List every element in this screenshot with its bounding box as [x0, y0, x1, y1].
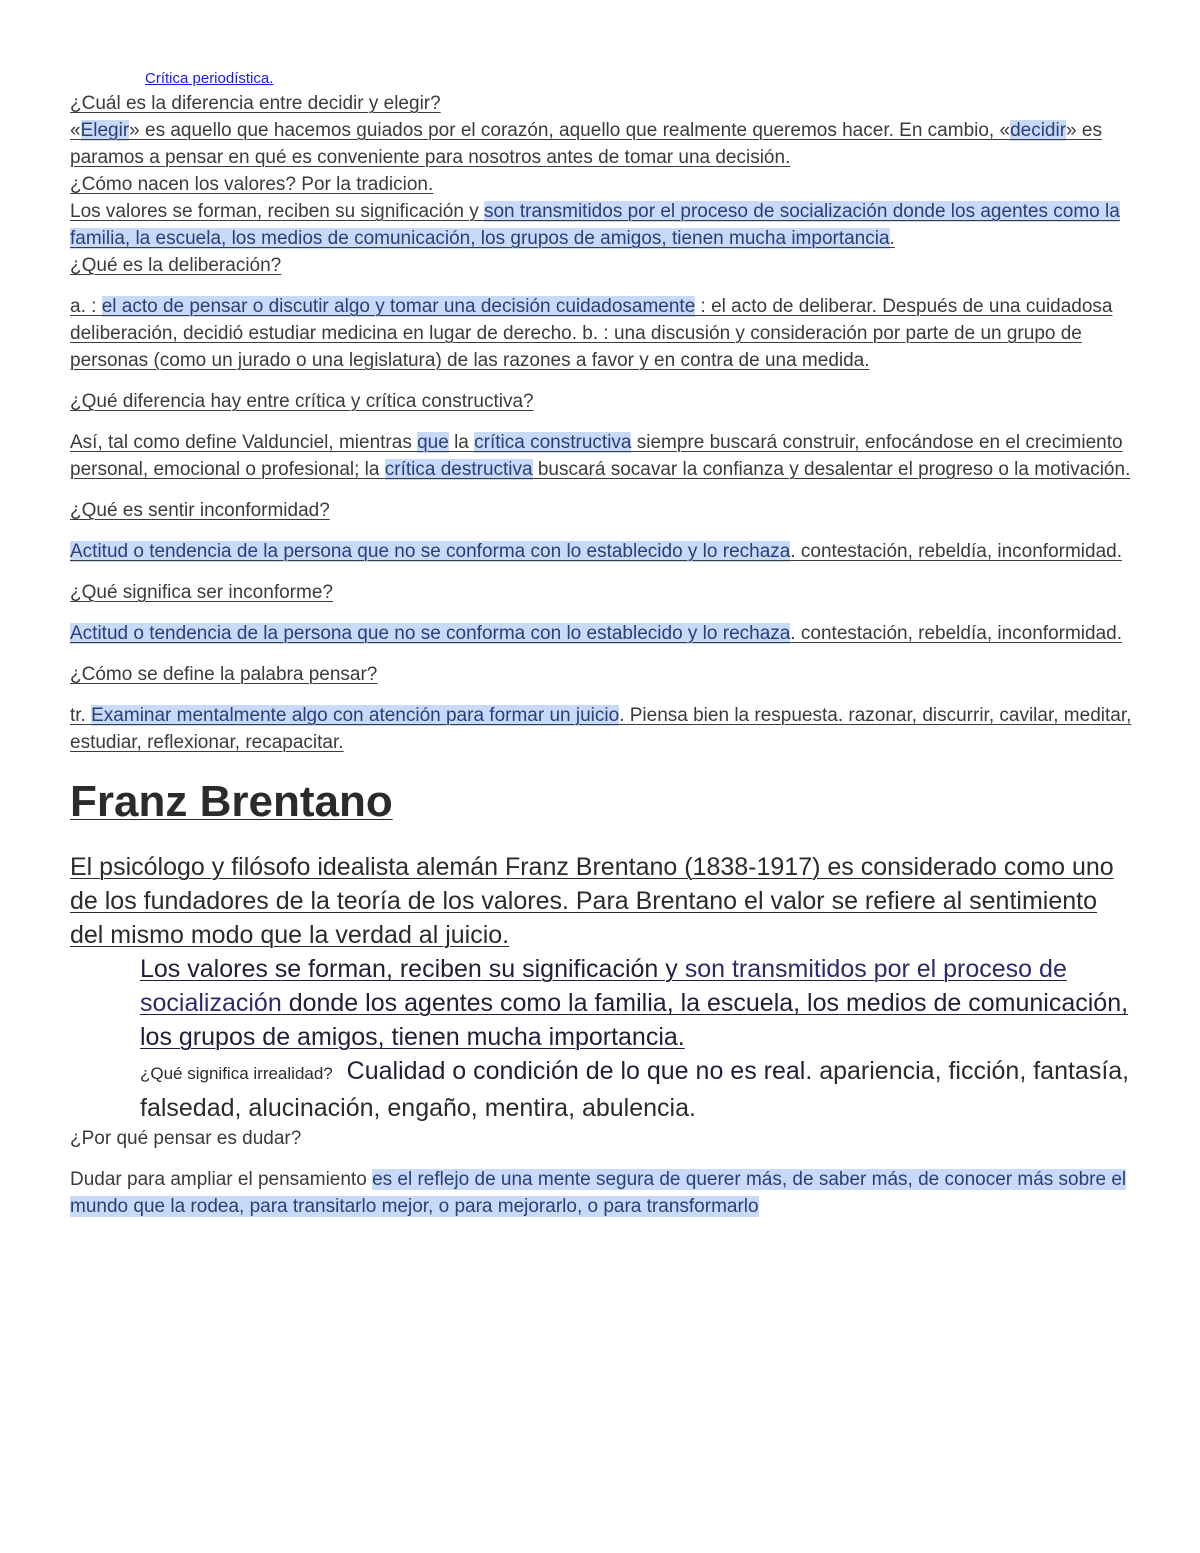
- question-9: ¿Por qué pensar es dudar?: [70, 1128, 302, 1149]
- highlight: Elegir: [80, 120, 130, 141]
- answer-4: Así, tal como define Valdunciel, mientras que la crítica constructiva siempre buscará construir, enfocándose en el crecimiento personal, emocional o profesional; la crítica destructiva buscará socavar la confianza y desalentar el progreso o la motivación.: [70, 432, 1131, 480]
- highlight: crítica destructiva: [384, 459, 533, 480]
- question-6: ¿Qué significa ser inconforme?: [70, 582, 333, 603]
- answer-7: tr. Examinar mentalmente algo con atención para formar un juicio. Piensa bien la respuesta. razonar, discurrir, cavilar, meditar, estudiar, reflexionar, recapacitar.: [70, 705, 1132, 753]
- question-8: ¿Qué significa irrealidad?: [140, 1064, 333, 1083]
- question-1: ¿Cuál es la diferencia entre decidir y elegir?: [70, 93, 441, 114]
- irrealidad-paragraph: ¿Qué significa irrealidad? Cualidad o condición de lo que no es real. apariencia, ficción, fantasía, falsedad, alucinación, engaño, mentira, abulencia.: [140, 1057, 1130, 1122]
- highlight: que: [417, 432, 449, 453]
- highlight: crítica constructiva: [474, 432, 632, 453]
- answer-1: «Elegir» es aquello que hacemos guiados por el corazón, aquello que realmente queremos hacer. En cambio, «decidir» es paramos a pensar en qué es conveniente para nosotros antes de tomar una decisión.: [70, 120, 1102, 168]
- question-5: ¿Qué es sentir inconformidad?: [70, 500, 330, 521]
- highlight: son transmitidos por el proceso de socialización donde los agentes como la familia, la escuela, los medios de comunicación, los grupos de amigos, tienen mucha importancia: [70, 201, 1120, 249]
- question-2: ¿Cómo nacen los valores? Por la tradicion.: [70, 174, 434, 195]
- highlight: Actitud o tendencia de la persona que no se conforma con lo establecido y lo rechaza: [70, 541, 791, 562]
- highlight: Examinar mentalmente algo con atención para formar un juicio: [91, 705, 620, 726]
- title-link[interactable]: Crítica periodística.: [145, 70, 274, 87]
- answer-9: Dudar para ampliar el pensamiento es el reflejo de una mente segura de querer más, de saber más, de conocer más sobre el mundo que la rodea, para transitarlo mejor, o para mejorarlo, o para transformarlo: [70, 1169, 1127, 1217]
- answer-2: Los valores se forman, reciben su significación y son transmitidos por el proceso de socialización donde los agentes como la familia, la escuela, los medios de comunicación, los grupos de amigos, tienen mucha importancia.: [70, 201, 1120, 249]
- highlight: Actitud o tendencia de la persona que no se conforma con lo establecido y lo rechaza: [70, 623, 791, 644]
- answer-3: a. : el acto de pensar o discutir algo y tomar una decisión cuidadosamente : el acto de deliberar. Después de una cuidadosa deliberación, decidió estudiar medicina en lugar de derecho. b. : una discusión y consideración por parte de un grupo de personas (como un jurado o una legislatura) de las razones a favor y en contra de una medida.: [70, 296, 1113, 371]
- question-4: ¿Qué diferencia hay entre crítica y crítica constructiva?: [70, 391, 534, 412]
- section-heading: Franz Brentano: [70, 777, 393, 826]
- brentano-values-paragraph: Los valores se forman, reciben su significación y son transmitidos por el proceso de socialización donde los agentes como la familia, la escuela, los medios de comunicación, los grupos de amigos, tienen mucha importancia.: [140, 955, 1129, 1051]
- document-body: [70, 68, 1135, 1220]
- question-7: ¿Cómo se define la palabra pensar?: [70, 664, 378, 685]
- highlight: es el reflejo de una mente segura de querer más, de saber más, de conocer más sobre el mundo que la rodea, para transitarlo mejor, o para mejorarlo, o para transformarlo: [70, 1169, 1127, 1217]
- question-3: ¿Qué es la deliberación?: [70, 255, 282, 276]
- answer-6: Actitud o tendencia de la persona que no se conforma con lo establecido y lo rechaza. contestación, rebeldía, inconformidad.: [70, 623, 1122, 644]
- brentano-paragraph: El psicólogo y filósofo idealista alemán Franz Brentano (1838-1917) es considerado como uno de los fundadores de la teoría de los valores. Para Brentano el valor se refiere al sentimiento del mismo modo que la verdad al juicio.: [70, 853, 1114, 949]
- highlight: decidir: [1010, 120, 1067, 141]
- highlight: el acto de pensar o discutir algo y tomar una decisión cuidadosamente: [101, 296, 696, 317]
- answer-5: Actitud o tendencia de la persona que no se conforma con lo establecido y lo rechaza. contestación, rebeldía, inconformidad.: [70, 541, 1122, 562]
